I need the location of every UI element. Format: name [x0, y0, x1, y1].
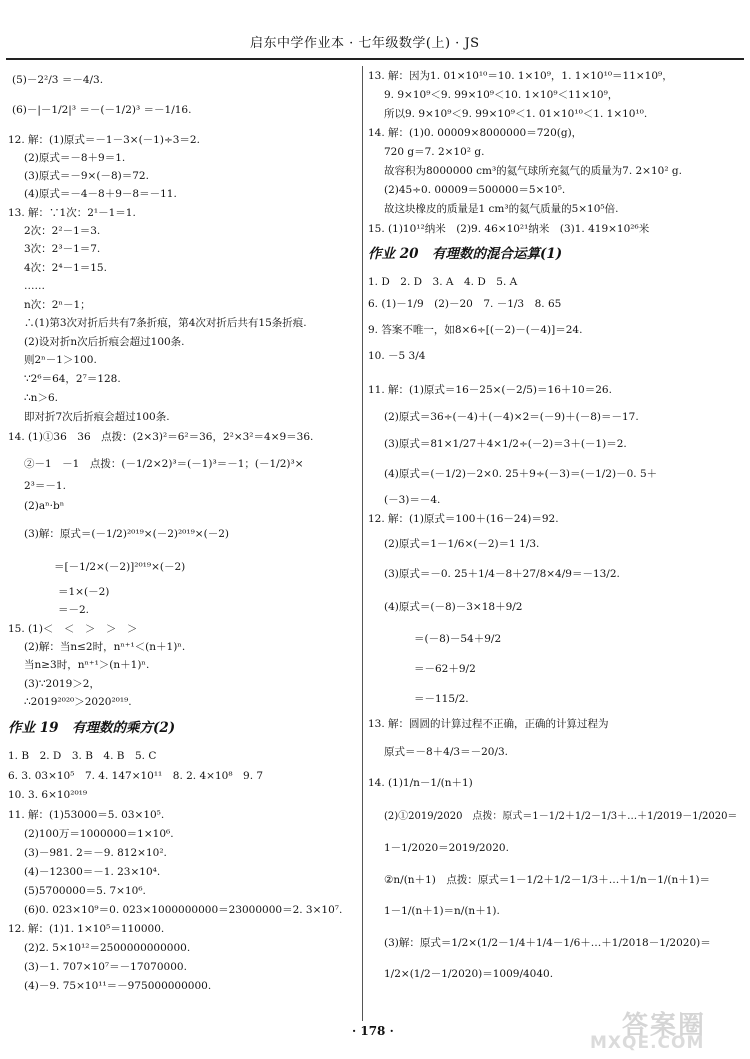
answer-line: 当n≥3时，nⁿ⁺¹＞(n＋1)ⁿ. — [24, 659, 150, 671]
section-heading: 作业 20 有理数的混合运算(1) — [368, 246, 563, 262]
book-title: 启东中学作业本 · 七年级数学(上) · JS — [250, 36, 480, 51]
answer-line: ∴(1)第3次对折后共有7条折痕，第4次对折后共有15条折痕. — [24, 317, 307, 329]
running-header — [0, 30, 750, 64]
answer-line: ②－1 －1 点拨：(－1/2×2)³＝(－1)³＝－1；(－1/2)³× — [24, 458, 304, 470]
page-number: · 178 · — [352, 1024, 394, 1038]
answer-line: 11. 解：(1)原式＝16－25×(－2/5)＝16＋10＝26. — [368, 384, 612, 396]
answer-line: (2)100万＝1000000＝1×10⁶. — [24, 828, 174, 840]
answer-line: ＝1×(－2) — [58, 586, 110, 598]
header-rule — [6, 58, 744, 60]
answer-line: 9. 9×10⁹＜9. 99×10⁹＜10. 1×10⁹＜11×10⁹， — [384, 89, 619, 101]
answer-line: 故容积为8000000 cm³的氦气球所充氦气的质量为7. 2×10² g. — [384, 165, 682, 177]
answer-line: (3)解：原式＝(－1/2)²⁰¹⁹×(－2)²⁰¹⁹×(－2) — [24, 528, 229, 540]
answer-line: 13. 解：因为1. 01×10¹⁰＝10. 1×10⁹，1. 1×10¹⁰＝11×10⁹， — [368, 70, 673, 82]
answer-line: (4)原式＝－4－8＋9－8＝－11. — [24, 188, 177, 200]
answer-line: ＝－62＋9/2 — [414, 663, 476, 675]
answer-line: 10. －5 3/4 — [368, 350, 426, 362]
answer-line: 原式＝－8＋4/3＝－20/3. — [384, 746, 508, 758]
answer-line: ∵2⁶＝64，2⁷＝128. — [24, 373, 121, 385]
answer-line: 15. (1)10¹²纳米 (2)9. 46×10²¹纳米 (3)1. 419×10²⁶米 — [368, 223, 650, 235]
watermark — [580, 1005, 745, 1055]
answer-line: 1－1/(n＋1)＝n/(n＋1). — [384, 905, 500, 917]
answer-line: ＝－2. — [58, 604, 90, 616]
section-heading: 作业 19 有理数的乘方(2) — [8, 720, 176, 736]
answer-line: 2次：2²－1＝3. — [24, 225, 101, 237]
answer-line: (2)解：当n≤2时，nⁿ⁺¹＜(n＋1)ⁿ. — [24, 641, 186, 653]
answer-line: 12. 解：(1)原式＝－1－3×(－1)÷3＝2. — [8, 134, 200, 146]
answer-line: (2)①2019/2020 点拨：原式＝1－1/2＋1/2－1/3＋…＋1/2019－1/2020＝ — [384, 811, 738, 822]
answer-line: (2)45÷0. 00009＝500000＝5×10⁵. — [384, 184, 566, 196]
answer-line: 则2ⁿ－1＞100. — [24, 354, 97, 366]
answer-line: (3)－981. 2＝－9. 812×10². — [24, 847, 167, 859]
answer-line: 2³＝－1. — [24, 480, 66, 492]
watermark-url: MXQE.COM — [590, 1033, 705, 1053]
answer-line: …… — [24, 280, 45, 292]
answer-line: 15. (1)＜ ＜ ＞ ＞ ＞ — [8, 623, 138, 635]
answer-line: (4)原式＝(－8)－3×18＋9/2 — [384, 601, 523, 613]
answer-line: 720 g＝7. 2×10² g. — [384, 146, 485, 158]
answer-line: 14. 解：(1)0. 00009×8000000＝720(g)， — [368, 127, 583, 139]
answer-line: 即对折7次后折痕会超过100条. — [24, 411, 170, 423]
answer-line: (4)－12300＝－1. 23×10⁴. — [24, 866, 161, 878]
answer-line: ②n/(n＋1) 点拨：原式＝1－1/2＋1/2－1/3＋…＋1/n－1/(n＋1)＝ — [384, 874, 711, 886]
answer-line: 1. B 2. D 3. B 4. B 5. C — [8, 750, 157, 762]
column-divider — [362, 66, 363, 1021]
answer-line: 13. 解：圆圆的计算过程不正确，正确的计算过程为 — [368, 718, 609, 730]
answer-line: (6)0. 023×10⁹＝0. 023×1000000000＝23000000＝2. 3×10⁷. — [24, 904, 343, 916]
answer-line: n次：2ⁿ－1； — [24, 299, 91, 311]
answer-line: (2)原式＝－8＋9＝1. — [24, 152, 126, 164]
answer-line: (2)2. 5×10¹²＝2500000000000. — [24, 942, 191, 954]
answer-line: (3)∵2019＞2， — [24, 678, 100, 690]
answer-line: 14. (1)①36 36 点拨：(2×3)²＝6²＝36，2²×3²＝4×9＝36. — [8, 431, 314, 443]
answer-line: ∴2019²⁰²⁰＞2020²⁰¹⁹. — [24, 696, 132, 708]
answer-line: (2)aⁿ·bⁿ — [24, 500, 65, 512]
answer-line: 11. 解：(1)53000＝5. 03×10⁵. — [8, 809, 165, 821]
answer-line: (6)－|－1/2|³ ＝－(－1/2)³ ＝－1/16. — [12, 104, 192, 116]
answer-line: (3)原式＝－0. 25＋1/4－8＋27/8×4/9＝－13/2. — [384, 568, 620, 580]
answer-line: 13. 解：∵1次：2¹－1＝1. — [8, 207, 136, 219]
answer-line: ＝(－8)－54＋9/2 — [414, 633, 502, 645]
answer-line: 12. 解：(1)1. 1×10⁵＝110000. — [8, 923, 165, 935]
answer-line: 6. 3. 03×10⁵ 7. 4. 147×10¹¹ 8. 2. 4×10⁸ 9. 7 — [8, 770, 264, 782]
answer-line: (3)原式＝－9×(－8)＝72. — [24, 170, 149, 182]
answer-line: 4次：2⁴－1＝15. — [24, 262, 107, 274]
answer-line: (2)原式＝36÷(－4)＋(－4)×2＝(－9)＋(－8)＝－17. — [384, 411, 639, 423]
answer-line: 1. D 2. D 3. A 4. D 5. A — [368, 276, 518, 288]
answer-line: (－3)＝－4. — [384, 494, 441, 506]
answer-line: (2)原式＝1－1/6×(－2)＝1 1/3. — [384, 538, 540, 550]
answer-line: 12. 解：(1)原式＝100＋(16－24)＝92. — [368, 513, 559, 525]
answer-line: 3次：2³－1＝7. — [24, 243, 101, 255]
answer-line: (3)解：原式＝1/2×(1/2－1/4＋1/4－1/6＋…＋1/2018－1/2020)＝ — [384, 937, 711, 949]
answer-line: (4)原式＝(－1/2)－2×0. 25＋9÷(－3)＝(－1/2)－0. 5＋ — [384, 468, 658, 480]
answer-line: (3)原式＝81×1/27＋4×1/2÷(－2)＝3＋(－1)＝2. — [384, 438, 627, 450]
answer-line: ∴n＞6. — [24, 392, 58, 404]
answer-line: (4)－9. 75×10¹¹＝－975000000000. — [24, 980, 212, 992]
answer-line: 1－1/2020＝2019/2020. — [384, 842, 509, 854]
answer-line: 14. (1)1/n－1/(n＋1) — [368, 777, 473, 789]
answer-line: (5)5700000＝5. 7×10⁶. — [24, 885, 146, 897]
watermark-logo: 答案圈 — [622, 1011, 707, 1041]
answer-line: 所以9. 9×10⁹＜9. 99×10⁹＜1. 01×10¹⁰＜1. 1×10¹⁰. — [384, 108, 648, 120]
answer-line: 故这块橡皮的质量是1 cm³的氦气质量的5×10⁵倍. — [384, 203, 619, 215]
answer-line: 9. 答案不唯一，如8×6÷[(－2)－(－4)]＝24. — [368, 324, 583, 336]
answer-line: ＝－115/2. — [414, 693, 469, 705]
answer-line: 10. 3. 6×10²⁰¹⁹ — [8, 789, 88, 801]
answer-line: ＝[－1/2×(－2)]²⁰¹⁹×(－2) — [54, 561, 186, 573]
answer-line: 6. (1)－1/9 (2)－20 7. －1/3 8. 65 — [368, 298, 562, 310]
answer-line: 1/2×(1/2－1/2020)＝1009/4040. — [384, 968, 554, 980]
answer-line: (5)－2²/3 ＝－4/3. — [12, 74, 104, 86]
answer-line: (2)设对折n次后折痕会超过100条. — [24, 336, 185, 348]
answer-line: (3)－1. 707×10⁷＝－17070000. — [24, 961, 187, 973]
